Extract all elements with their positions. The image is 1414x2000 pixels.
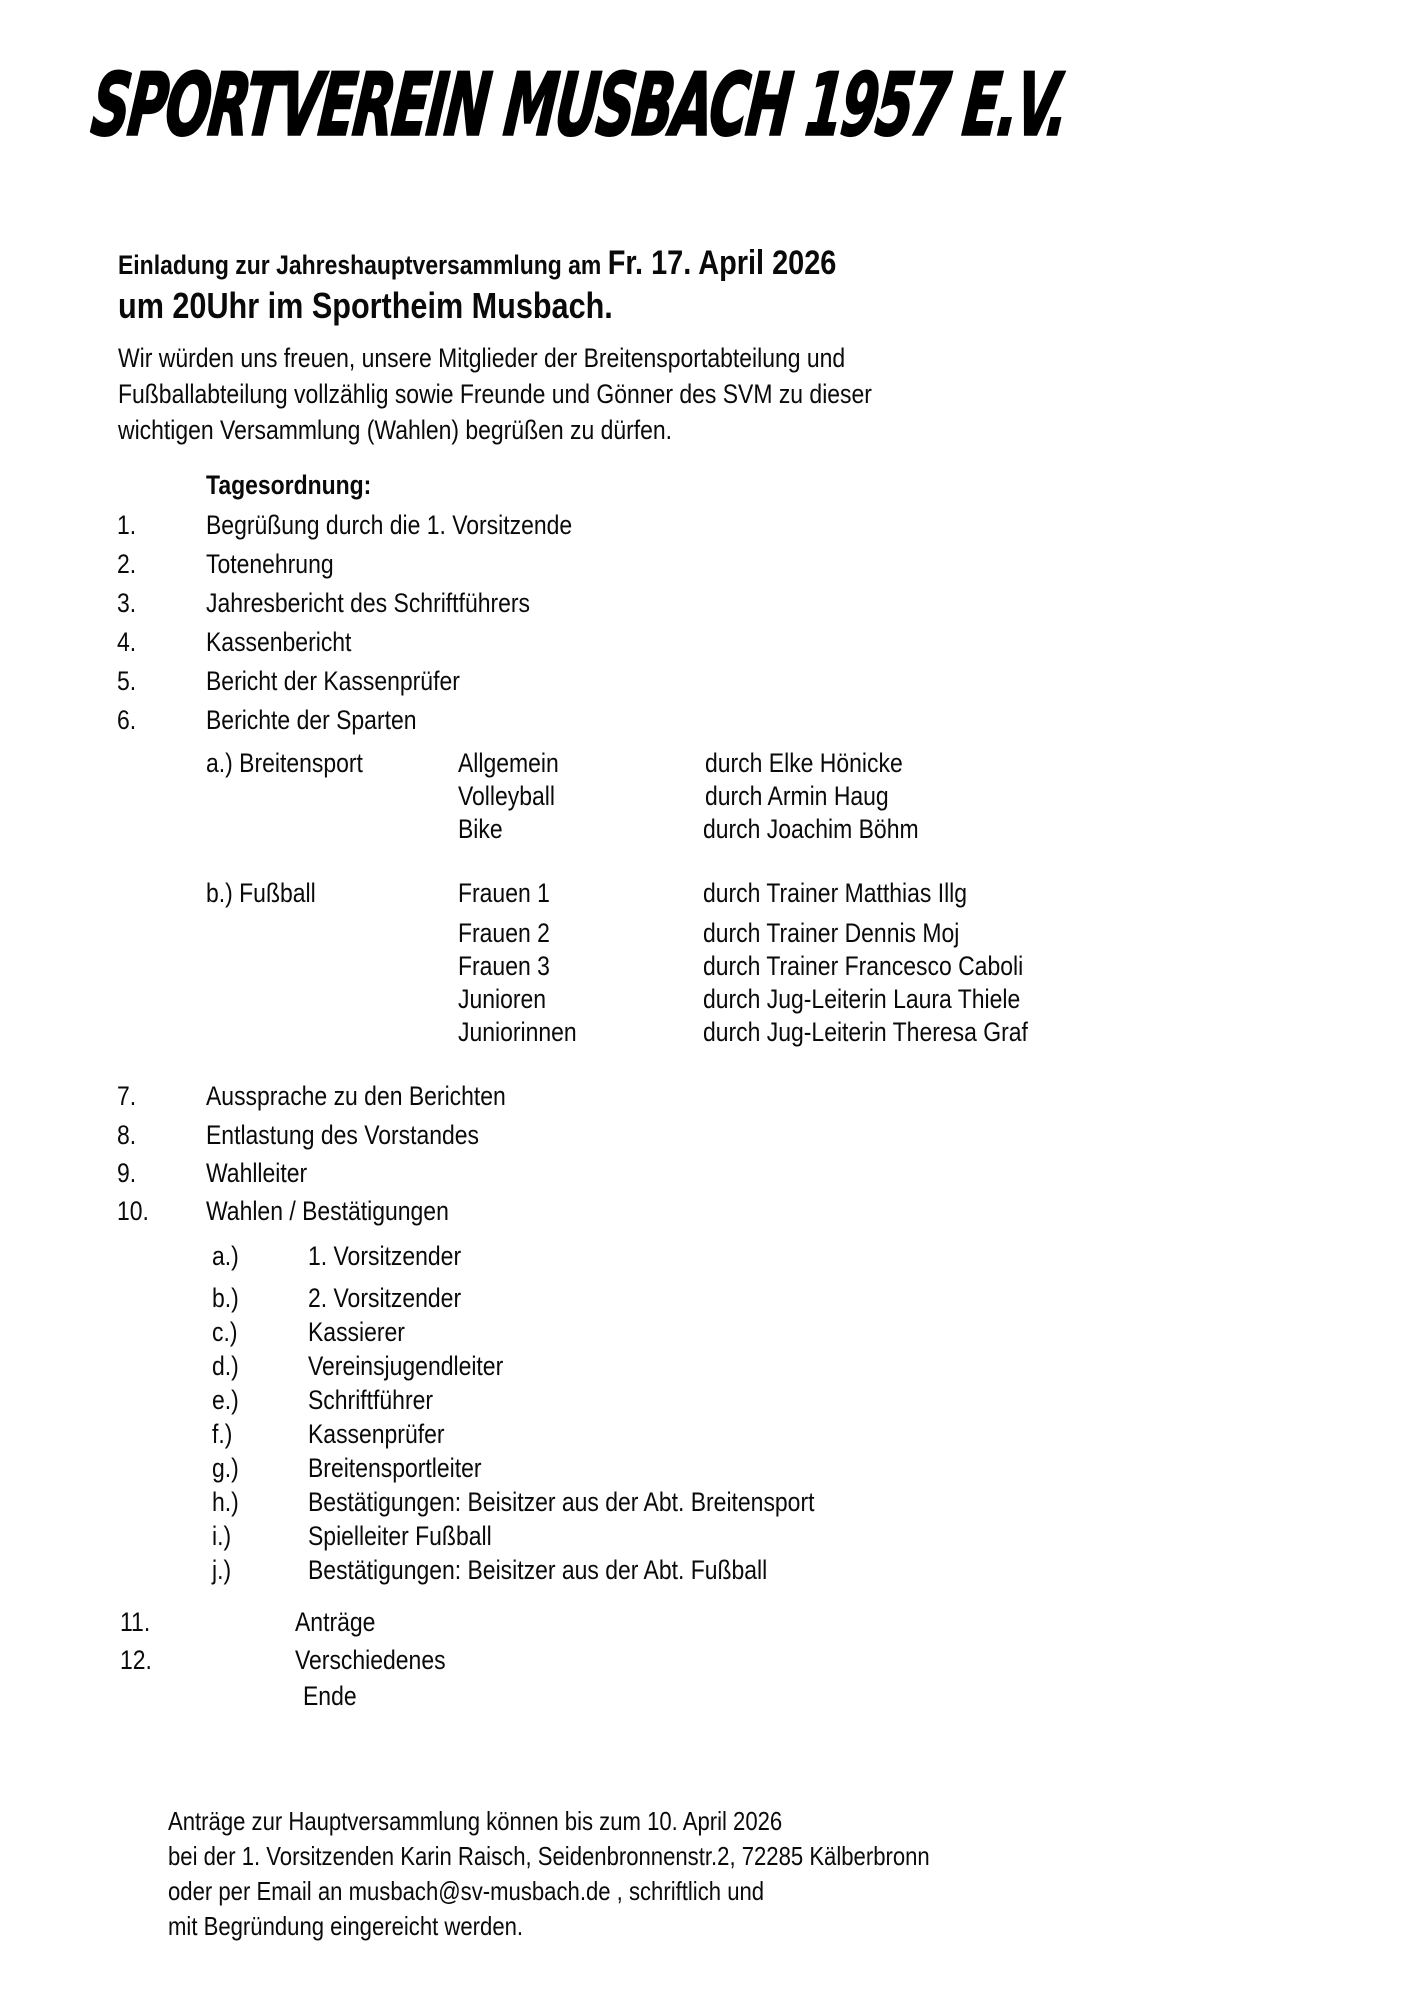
agenda-item-number: 11.: [120, 1607, 151, 1637]
wahlen-subitem: [0, 1385, 1414, 1417]
footer-line: mit Begründung eingereicht werden.: [168, 1911, 524, 1941]
subitem-letter: f.): [212, 1419, 233, 1449]
agenda-item-text: Aussprache zu den Berichten: [206, 1081, 506, 1111]
subitem-text: Spielleiter Fußball: [308, 1521, 492, 1551]
subitem-letter: d.): [212, 1351, 239, 1381]
sparte-row: [0, 878, 1414, 910]
sparte-section: Volleyball: [458, 781, 555, 811]
invitation-text: Einladung zur Jahreshauptversammlung am: [118, 250, 608, 280]
footer-line: oder per Email an musbach@sv-musbach.de , schriftlich und: [168, 1876, 765, 1906]
subitem-text: 1. Vorsitzender: [308, 1241, 462, 1271]
agenda-item-number: 4.: [117, 627, 137, 657]
sparte-presenter: durch Jug-Leiterin Laura Thiele: [703, 984, 1021, 1014]
wahlen-subitem: [0, 1453, 1414, 1485]
agenda-item: [0, 627, 1414, 659]
sparte-presenter: durch Elke Hönicke: [705, 748, 903, 778]
agenda-item-number: 8.: [117, 1120, 137, 1150]
agenda-item-text: Wahlleiter: [206, 1158, 308, 1188]
agenda-item-text: Entlastung des Vorstandes: [206, 1120, 480, 1150]
club-logo-title: SPORTVEREIN MUSBACH 1957 E.V.: [87, 55, 1072, 156]
agenda-item: [0, 1120, 1414, 1152]
sparte-section: Frauen 2: [458, 918, 550, 948]
agenda-item-text: Berichte der Sparten: [206, 705, 417, 735]
sparte-label: a.) Breitensport: [206, 748, 363, 778]
sparte-section: Frauen 3: [458, 951, 550, 981]
sparte-row: [0, 781, 1414, 813]
agenda-item-number: 7.: [117, 1081, 137, 1111]
subitem-letter: i.): [212, 1521, 232, 1551]
agenda-item-number: 10.: [117, 1196, 149, 1226]
agenda-item: [0, 1645, 1414, 1677]
subitem-text: Bestätigungen: Beisitzer aus der Abt. Fußball: [308, 1555, 768, 1585]
sparte-row: [0, 984, 1414, 1016]
wahlen-subitem: [0, 1351, 1414, 1383]
agenda-item: [0, 1081, 1414, 1113]
agenda-item-number: 12.: [120, 1645, 152, 1675]
sparte-section: Juniorinnen: [458, 1017, 577, 1047]
agenda-item-text: Bericht der Kassenprüfer: [206, 666, 460, 696]
subitem-letter: a.): [212, 1241, 239, 1271]
footer-note: [168, 1804, 930, 1944]
subitem-letter: c.): [212, 1317, 238, 1347]
footer-line: Anträge zur Hauptversammlung können bis zum 10. April 2026: [168, 1806, 783, 1836]
sparte-section: Allgemein: [458, 748, 559, 778]
agenda-item: [0, 549, 1414, 581]
sparte-row: [0, 748, 1414, 780]
agenda-item-text: Jahresbericht des Schriftführers: [206, 588, 530, 618]
subitem-text: Bestätigungen: Beisitzer aus der Abt. Breitensport: [308, 1487, 815, 1517]
subitem-text: 2. Vorsitzender: [308, 1283, 462, 1313]
invitation-headline-line2: um 20Uhr im Sportheim Musbach.: [118, 285, 613, 326]
subitem-letter: g.): [212, 1453, 239, 1483]
agenda-item: [0, 1158, 1414, 1190]
agenda-item-number: 3.: [117, 588, 137, 618]
intro-paragraph: [118, 340, 872, 448]
subitem-letter: h.): [212, 1487, 239, 1517]
wahlen-subitem: [0, 1555, 1414, 1587]
sparte-presenter: durch Joachim Böhm: [703, 814, 919, 844]
wahlen-subitem: [0, 1241, 1414, 1273]
agenda-item-text: Totenehrung: [206, 549, 334, 579]
sparte-presenter: durch Jug-Leiterin Theresa Graf: [703, 1017, 1028, 1047]
invitation-headline-line1: [118, 244, 836, 282]
sparte-presenter: durch Trainer Dennis Moj: [703, 918, 960, 948]
subitem-text: Kassenprüfer: [308, 1419, 445, 1449]
subitem-text: Vereinsjugendleiter: [308, 1351, 504, 1381]
subitem-text: Kassierer: [308, 1317, 405, 1347]
agenda-item-number: 9.: [117, 1158, 137, 1188]
intro-line: Fußballabteilung vollzählig sowie Freunde und Gönner des SVM zu dieser: [118, 379, 872, 409]
sparte-presenter: durch Trainer Matthias Illg: [703, 878, 968, 908]
footer-line: bei der 1. Vorsitzenden Karin Raisch, Seidenbronnenstr.2, 72285 Kälberbronn: [168, 1841, 930, 1871]
agenda-item: [0, 1607, 1414, 1639]
wahlen-subitem: [0, 1317, 1414, 1349]
wahlen-subitem: [0, 1419, 1414, 1451]
subitem-letter: b.): [212, 1283, 239, 1313]
agenda-item: [0, 1196, 1414, 1228]
agenda-item: [0, 705, 1414, 737]
subitem-text: Schriftführer: [308, 1385, 434, 1415]
intro-line: Wir würden uns freuen, unsere Mitglieder der Breitensportabteilung und: [118, 343, 846, 373]
agenda-item: [0, 666, 1414, 698]
sparte-presenter: durch Armin Haug: [705, 781, 889, 811]
sparte-label: b.) Fußball: [206, 878, 316, 908]
agenda-item-text: Anträge: [295, 1607, 376, 1637]
agenda-item-text: Kassenbericht: [206, 627, 352, 657]
subitem-text: Breitensportleiter: [308, 1453, 482, 1483]
agenda-item: [0, 588, 1414, 620]
subitem-letter: e.): [212, 1385, 239, 1415]
sparte-section: Junioren: [458, 984, 547, 1014]
intro-line: wichtigen Versammlung (Wahlen) begrüßen zu dürfen.: [118, 415, 673, 445]
agenda-item-text: Begrüßung durch die 1. Vorsitzende: [206, 510, 573, 540]
sparte-row: [0, 918, 1414, 950]
agenda-item-text: Verschiedenes: [295, 1645, 446, 1675]
agenda-item-text: Wahlen / Bestätigungen: [206, 1196, 449, 1226]
wahlen-subitem: [0, 1521, 1414, 1553]
sparte-section: Frauen 1: [458, 878, 550, 908]
sparte-row: [0, 1017, 1414, 1049]
sparte-presenter: durch Trainer Francesco Caboli: [703, 951, 1024, 981]
agenda-item-number: 6.: [117, 705, 137, 735]
sparte-row: [0, 814, 1414, 846]
sparte-row: [0, 951, 1414, 983]
wahlen-subitem: [0, 1487, 1414, 1519]
agenda-ende: Ende: [303, 1681, 357, 1711]
invitation-date: Fr. 17. April 2026: [607, 244, 837, 282]
agenda-heading: Tagesordnung:: [206, 470, 372, 500]
wahlen-subitem: [0, 1283, 1414, 1315]
agenda-item-number: 5.: [117, 666, 137, 696]
agenda-item: [0, 510, 1414, 542]
agenda-item-number: 1.: [117, 510, 137, 540]
sparte-section: Bike: [458, 814, 503, 844]
subitem-letter: j.): [212, 1555, 232, 1585]
agenda-item-number: 2.: [117, 549, 137, 579]
